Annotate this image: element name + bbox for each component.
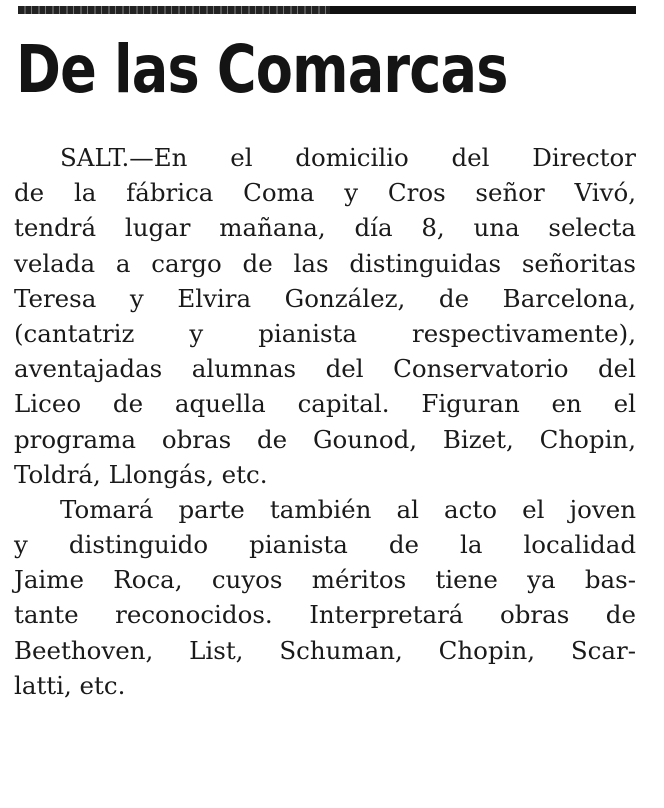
text-line: tendrá lugar mañana, día 8, una selecta xyxy=(14,213,636,243)
text-line: velada a cargo de las distinguidas señoritas xyxy=(14,248,636,278)
text-line: programa obras de Gounod, Bizet, Chopin, xyxy=(14,424,636,454)
text-line: Toldrá, Llongás, etc. xyxy=(14,459,268,489)
text-line: latti, etc. xyxy=(14,670,126,700)
text-line: Liceo de aquella capital. Figuran en el xyxy=(14,389,636,419)
paragraph-1 xyxy=(14,140,636,492)
text-line: SALT.—En el domicilio del Director xyxy=(60,143,636,172)
paragraph-2 xyxy=(14,492,636,703)
text-line: Jaime Roca, cuyos méritos tiene ya bas- xyxy=(14,565,636,595)
text-line: Tomará parte también al acto el joven xyxy=(60,494,636,524)
text-line: (cantatriz y pianista respectivamente), xyxy=(14,318,636,348)
top-rule-solid xyxy=(330,6,636,14)
text-line: de la fábrica Coma y Cros señor Vivó, xyxy=(14,178,636,208)
article-body xyxy=(14,140,636,703)
text-line: y distinguido pianista de la localidad xyxy=(14,530,636,560)
text-line: Beethoven, List, Schuman, Chopin, Scar- xyxy=(14,635,636,665)
section-heading: De las Comarcas xyxy=(16,31,508,108)
text-line: Teresa y Elvira González, de Barcelona, xyxy=(14,283,636,313)
text-line: tante reconocidos. Interpretará obras de xyxy=(14,600,636,630)
text-line: aventajadas alumnas del Conservatorio del xyxy=(14,354,636,384)
